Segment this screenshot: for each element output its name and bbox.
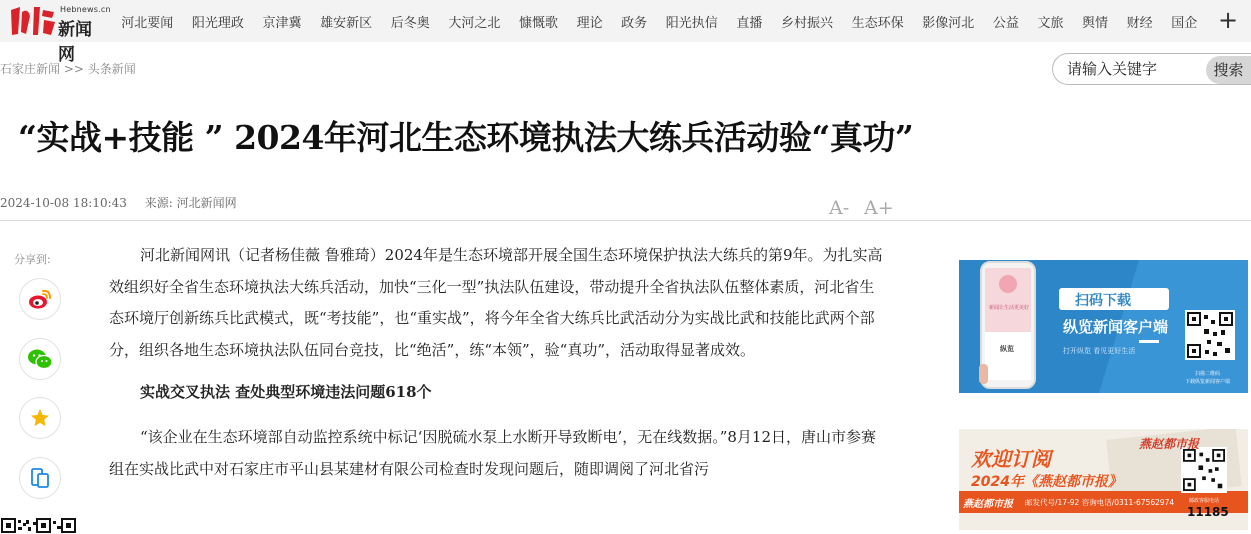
- article-datetime: 2024-10-08 18:10:43: [0, 196, 127, 210]
- font-decrease-button[interactable]: A-: [829, 197, 850, 219]
- nav-item[interactable]: 财经: [1126, 15, 1153, 31]
- font-increase-button[interactable]: A+: [864, 197, 894, 219]
- wechat-icon: [27, 348, 53, 370]
- share-favorite-button[interactable]: [19, 397, 61, 439]
- share-wechat-button[interactable]: [19, 338, 61, 380]
- ad-app-qr-caption: 下载纵览新闻客户端: [1185, 379, 1231, 385]
- nav-more-icon[interactable]: +: [1217, 6, 1239, 34]
- nav-item[interactable]: 京津冀: [262, 15, 302, 31]
- nav-item[interactable]: 政务: [621, 15, 648, 31]
- nav-item[interactable]: 生态环保: [851, 15, 904, 31]
- qr-code-icon[interactable]: [0, 517, 78, 534]
- search-input[interactable]: [1067, 58, 1207, 80]
- app-download-ad[interactable]: [959, 260, 1248, 393]
- share-label: 分享到:: [14, 253, 51, 266]
- ad-paper-phone-label: 邮政客服电话: [1189, 498, 1220, 504]
- nav-item[interactable]: 公益: [992, 15, 1019, 31]
- nav-item[interactable]: 文旅: [1037, 15, 1064, 31]
- site-logo[interactable]: [8, 4, 111, 65]
- share-mobile-button[interactable]: [19, 457, 61, 499]
- nav-item[interactable]: 影像河北: [922, 15, 975, 31]
- article-source: 河北新闻网: [176, 196, 237, 210]
- breadcrumb-current-link[interactable]: 头条新闻: [87, 62, 136, 76]
- nav-item[interactable]: 雄安新区: [320, 15, 373, 31]
- article-meta: [0, 194, 237, 211]
- meta-divider: [0, 220, 1251, 221]
- weibo-icon: [28, 288, 52, 310]
- nav-menu: [112, 0, 1207, 42]
- ad-app-qr-caption: 扫描二维码: [1195, 371, 1221, 377]
- ad-paper-logo: 燕赵都市报: [963, 499, 1013, 510]
- nav-item[interactable]: 理论: [576, 15, 603, 31]
- ad-paper-qr-code: [1183, 449, 1225, 491]
- ad-app-phone-brand: 纵览: [1000, 345, 1014, 353]
- logo-name-text: 新闻网: [58, 20, 92, 65]
- ad-paper-welcome: 欢迎订阅: [971, 447, 1051, 471]
- ad-app-qr-code: [1187, 312, 1233, 358]
- mobile-icon: [29, 467, 51, 489]
- nav-item[interactable]: 阳光执信: [665, 15, 718, 31]
- logo-site-text: Hebnews.cn: [60, 5, 111, 14]
- breadcrumb-separator: >>: [63, 62, 84, 76]
- search-button[interactable]: 搜索: [1206, 56, 1251, 84]
- ad-paper-year-line: 2024年《燕赵都市报》: [971, 474, 1122, 490]
- article-paragraph: 河北新闻网讯（记者杨佳薇 鲁雅琦）2024年是生态环境部开展全国生态环境保护执法大练兵的第9年。为扎实高效组织好全省生态环境执法大练兵活动，加快“三化一型”执法队伍建设，带动提升全省执法队伍整体素质，河北省生态环境厅创新练兵比武模式，既“考技能”，也“重实战”，将今年全省大练兵比武活动分为实战比武和技能比武两个部分，组织各地生态环境执法队伍同台竞技，比“绝活”，练“本领”，验“真功”，活动取得显著成效。: [109, 246, 883, 359]
- ad-paper-phone: 11185: [1187, 505, 1229, 519]
- ad-app-subline: 纵览新闻客户端: [1063, 318, 1169, 336]
- share-weibo-button[interactable]: [19, 278, 61, 320]
- breadcrumb: [0, 60, 136, 77]
- nav-item[interactable]: 舆情: [1082, 15, 1109, 31]
- article-source-label: 来源:: [144, 196, 173, 210]
- nav-item[interactable]: 河北要闻: [121, 15, 174, 31]
- nav-item[interactable]: 后冬奥: [390, 15, 430, 31]
- logo-mark-icon: [8, 4, 58, 38]
- nav-item[interactable]: 直播: [736, 15, 763, 31]
- nav-item[interactable]: 阳光理政: [191, 15, 244, 31]
- breadcrumb-home-link[interactable]: 石家庄新闻: [0, 62, 61, 76]
- nav-item[interactable]: 大河之北: [448, 15, 501, 31]
- star-icon: [29, 407, 51, 429]
- nav-item[interactable]: 慷慨歌: [518, 15, 558, 31]
- nav-item[interactable]: 国企: [1171, 15, 1198, 31]
- article-paragraph: “该企业在生态环境部自动监控系统中标记‘因脱硫水泵上水断开导致断电’，无在线数据。”8月12日，唐山市参赛组在实战比武中对石家庄市平山县某建材有限公司检查时发现问题后，随即调阅了河北省污: [109, 428, 877, 478]
- article-title: “实战+技能 ” 2024年河北生态环境执法大练兵活动验“真功”: [18, 118, 914, 157]
- ad-app-slogan: 打开纵览 看见更好生活: [1063, 347, 1136, 355]
- top-nav: [0, 0, 1251, 65]
- article-body: [109, 240, 884, 486]
- ad-app-headline: 扫码下载: [1075, 293, 1131, 309]
- newspaper-subscription-ad[interactable]: [959, 429, 1248, 530]
- article-subheading: 实战交叉执法 查处典型环境违法问题618个: [140, 383, 432, 402]
- ad-app-phone-text: 新闻让生活更美好: [989, 305, 1030, 311]
- ad-paper-brand-stamp: 燕赵都市报: [1139, 437, 1200, 451]
- nav-item[interactable]: 乡村振兴: [781, 15, 834, 31]
- ad-paper-code-line: 邮发代号/17-92 咨询电话/0311-67562974: [1025, 498, 1175, 507]
